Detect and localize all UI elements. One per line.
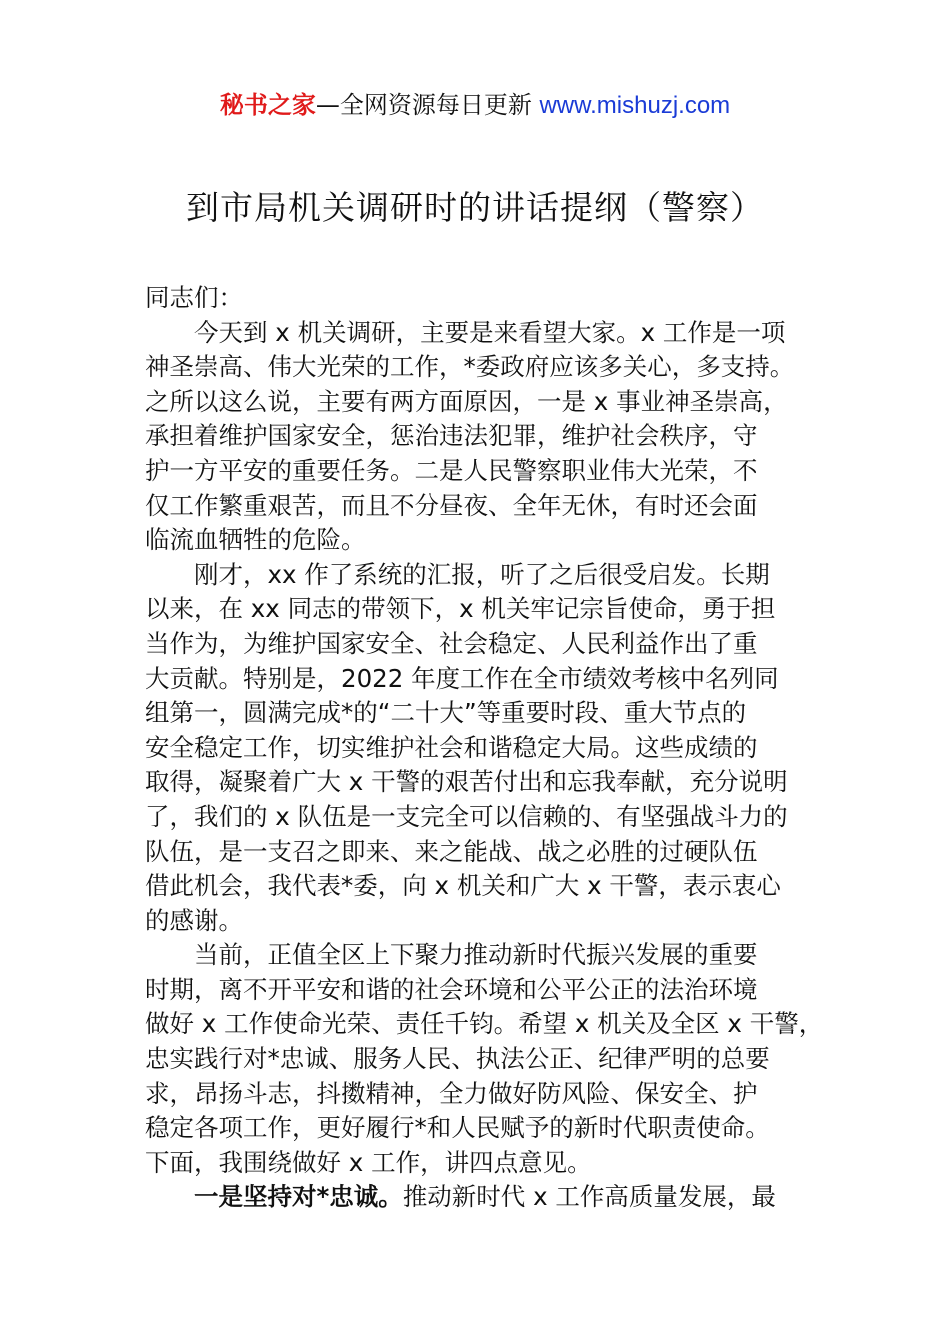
text-line: 以来，在 xx 同志的带领下，x 机关牢记宗旨使命，勇于担 xyxy=(145,594,776,624)
site-brand: 秘书之家 xyxy=(219,91,316,119)
text-line: 仅工作繁重艰苦，而且不分昼夜、全年无休，有时还会面 xyxy=(145,490,758,520)
text-line: 刚才，xx 作了系统的汇报，听了之后很受启发。长期 xyxy=(194,559,770,589)
text-line: 求，昂扬斗志，抖擞精神，全力做好防风险、保安全、护 xyxy=(145,1078,758,1108)
text-line: 做好 x 工作使命光荣、责任千钧。希望 x 机关及全区 x 干警， xyxy=(145,1009,824,1039)
document-body xyxy=(145,281,824,1215)
text-line: 的感谢。 xyxy=(145,905,243,935)
site-header xyxy=(0,88,950,123)
text-line: 之所以这么说，主要有两方面原因，一是 x 事业神圣崇高， xyxy=(145,386,788,416)
text-line: 承担着维护国家安全，惩治违法犯罪，维护社会秩序，守 xyxy=(145,421,758,451)
text-line: 临流血牺牲的危险。 xyxy=(145,525,366,555)
document-title: 到市局机关调研时的讲话提纲（警察） xyxy=(186,188,764,227)
text-line: 稳定各项工作，更好履行*和人民赋予的新时代职责使命。 xyxy=(145,1113,770,1143)
point-heading: 一是坚持对*忠诚。 xyxy=(194,1182,403,1212)
text-line: 护一方平安的重要任务。二是人民警察职业伟大光荣，不 xyxy=(145,455,758,485)
text-line: 借此机会，我代表*委，向 x 机关和广大 x 干警，表示衷心 xyxy=(145,871,781,901)
text-line-final xyxy=(145,1180,810,1215)
text-line: 组第一，圆满完成*的“二十大”等重要时段、重大节点的 xyxy=(145,698,747,728)
site-tagline: —全网资源每日更新 xyxy=(315,91,540,119)
site-url-link[interactable]: www.mishuzj.com xyxy=(539,92,731,119)
text-line: 安全稳定工作，切实维护社会和谐稳定大局。这些成绩的 xyxy=(145,732,758,762)
point-text: 推动新时代 x 工作高质量发展，最 xyxy=(402,1182,776,1212)
text-line: 同志们： xyxy=(145,283,243,312)
text-line: 取得，凝聚着广大 x 干警的艰苦付出和忘我奉献，充分说明 xyxy=(145,767,788,797)
text-line: 今天到 x 机关调研，主要是来看望大家。x 工作是一项 xyxy=(194,317,786,347)
text-line: 下面，我围绕做好 x 工作，讲四点意见。 xyxy=(145,1147,592,1177)
paragraph-lines xyxy=(145,281,824,1180)
text-line: 队伍，是一支召之即来、来之能战、战之必胜的过硬队伍 xyxy=(145,836,758,866)
text-line: 了，我们的 x 队伍是一支完全可以信赖的、有坚强战斗力的 xyxy=(145,801,788,831)
text-line: 当前，正值全区上下聚力推动新时代振兴发展的重要 xyxy=(194,940,758,970)
text-line: 神圣崇高、伟大光荣的工作，*委政府应该多关心，多支持。 xyxy=(145,352,795,382)
text-line: 时期，离不开平安和谐的社会环境和公平公正的法治环境 xyxy=(145,974,758,1004)
text-line: 大贡献。特别是，2022 年度工作在全市绩效考核中名列同 xyxy=(145,663,779,693)
text-line: 忠实践行对*忠诚、服务人民、执法公正、纪律严明的总要 xyxy=(145,1044,770,1074)
text-line: 当作为，为维护国家安全、社会稳定、人民利益作出了重 xyxy=(145,628,758,658)
